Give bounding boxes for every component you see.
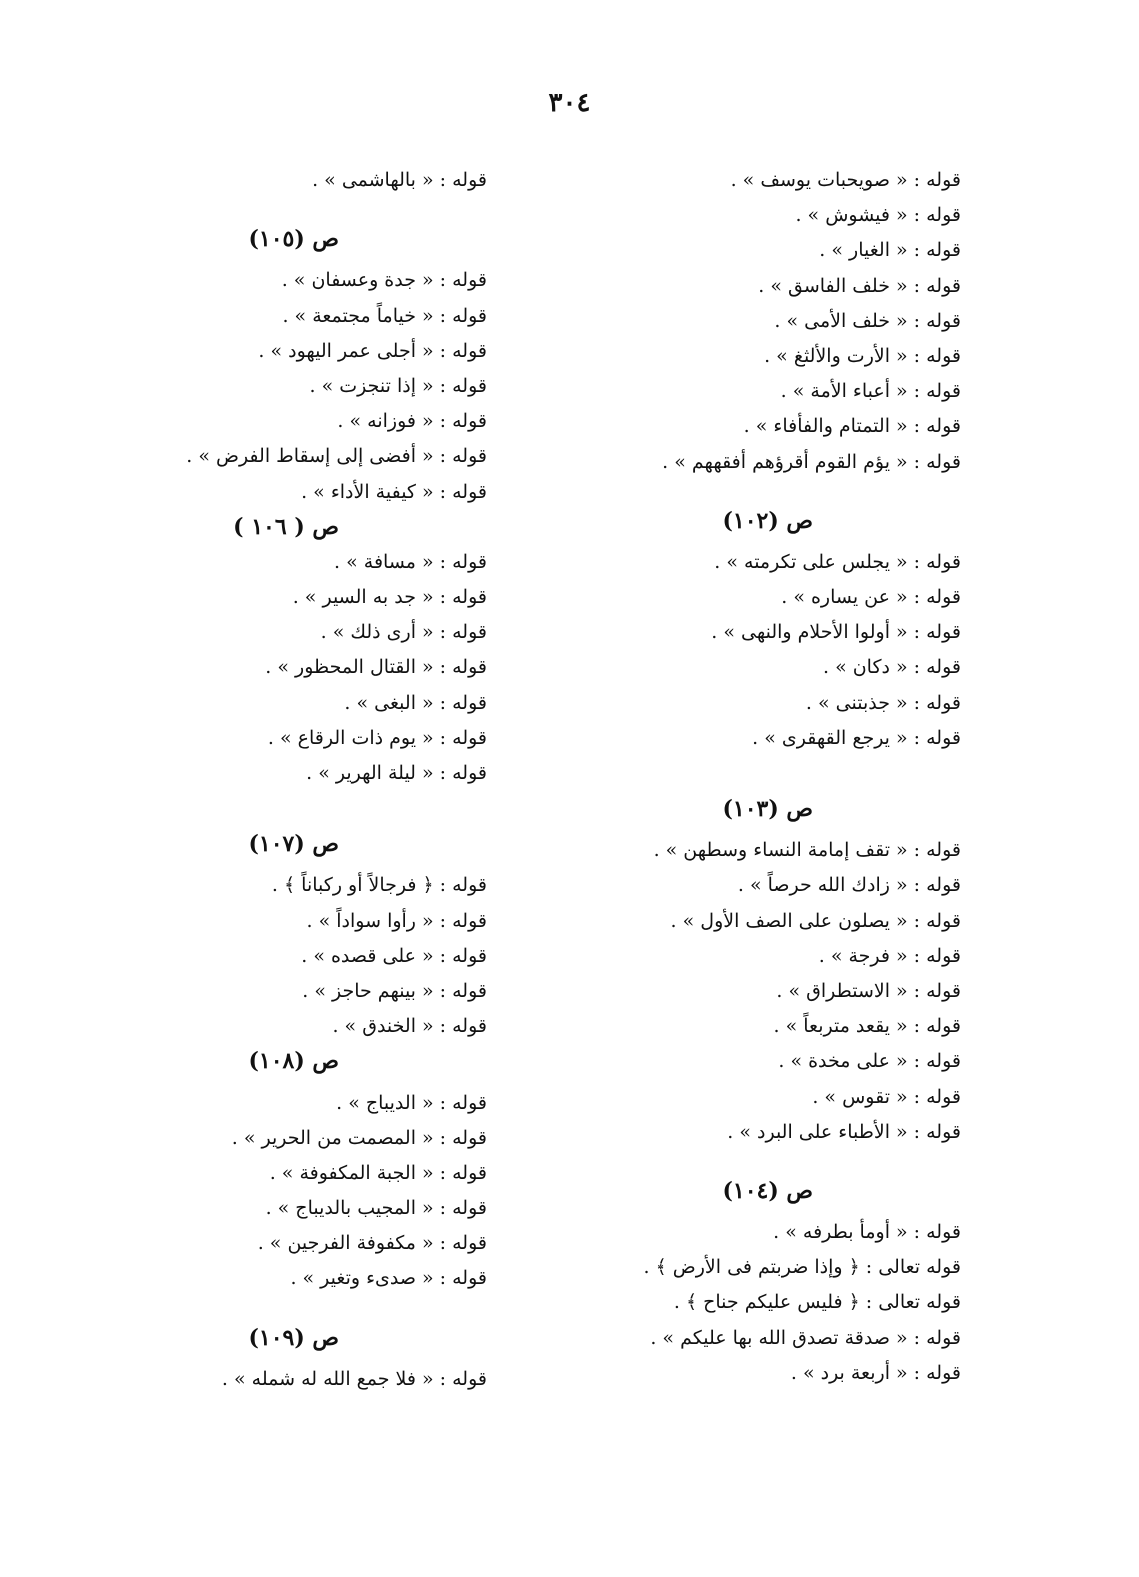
entry-line: قوله : « يجلس على تكرمته » .: [714, 550, 961, 573]
entry-line: قوله : « خلف الأمى » .: [774, 309, 961, 332]
section-heading: ص (١٠٢): [722, 507, 813, 534]
entry-line: قوله : « يرجع القهقرى » .: [752, 726, 961, 749]
entry-line: قوله : « فرجة » .: [818, 944, 961, 967]
entry-line: قوله : « عن يساره » .: [781, 586, 961, 609]
entry-line: قوله : « الغيار » .: [819, 239, 961, 262]
entry-line: قوله : « الأطباء على البرد » .: [727, 1120, 961, 1143]
entry-line: قوله : « خلف الفاسق » .: [758, 274, 961, 297]
section-heading: ص (١٠٩): [248, 1324, 339, 1351]
entry-line: قوله : « يوم ذات الرقاع » .: [267, 726, 487, 749]
entry-line: قوله : « المجيب بالديباج » .: [265, 1197, 487, 1220]
entry-line: قوله : « أفضى إلى إسقاط الفرض » .: [186, 445, 487, 468]
entry-list: [47, 1086, 487, 1297]
entry-line: قوله : « إذا تنجزت » .: [309, 374, 487, 397]
entry-line: قوله : « يؤم القوم أقرؤهم أفقههم » .: [662, 450, 961, 473]
entry-line: قوله : « فلا جمع الله له شمله » .: [221, 1367, 487, 1390]
entry-list: [531, 545, 961, 756]
entry-line: قوله : « بينهم حاجز » .: [302, 979, 487, 1002]
entry-line: قوله : « تقوس » .: [812, 1085, 961, 1108]
entry-line: قوله : « أولوا الأحلام والنهى » .: [711, 621, 961, 644]
entry-line: قوله : « مكفوفة الفرجين » .: [257, 1232, 487, 1255]
entry-line: قوله : « التمتام والفأفاء » .: [743, 415, 961, 438]
right-column: [531, 163, 961, 1391]
entry-list: [531, 1215, 961, 1391]
entry-line: قوله : « الأرت والألثغ » .: [764, 344, 961, 367]
page-number: ٣٠٤: [548, 88, 591, 118]
entry-line: قوله : « القتال المحظور » .: [265, 656, 487, 679]
entry-line: قوله : « الديباج » .: [336, 1091, 487, 1114]
entry-line: قوله : « صويحبات يوسف » .: [730, 169, 961, 191]
entry-line: قوله : « ليلة الهرير » .: [306, 762, 487, 784]
entry-list: [47, 868, 487, 1044]
entry-line: قوله : « تقف إمامة النساء وسطهن » .: [653, 839, 961, 862]
entry-line: قوله : « فيشوش » .: [795, 204, 961, 227]
entry-list: [47, 263, 487, 509]
section-heading: ص (١٠٨): [248, 1048, 339, 1075]
entry-line: قوله : « فوزانه » .: [337, 410, 487, 433]
entry-line: قوله : « أومأ بطرفه » .: [773, 1221, 961, 1244]
section-heading: ص (١٠٤): [722, 1177, 813, 1204]
entry-line: قوله : « البغى » .: [344, 691, 487, 714]
entry-list: [47, 545, 487, 791]
entry-line: قوله تعالى : ﴿ فليس عليكم جناح ﴾ .: [673, 1291, 961, 1314]
entry-line: قوله : « على مخدة » .: [778, 1050, 961, 1073]
entry-list: [531, 833, 961, 1150]
entry-line: قوله : « صدقة تصدق الله بها عليكم » .: [650, 1326, 961, 1349]
section-heading: ص ( ١٠٦ ): [233, 513, 339, 540]
entry-line: قوله : « جد به السير » .: [292, 586, 487, 609]
entry-line: قوله : « أعباء الأمة » .: [780, 380, 961, 403]
entry-line: قوله : « كيفية الأداء » .: [301, 480, 487, 503]
entry-line: قوله : « خياماً مجتمعة » .: [282, 304, 487, 327]
entry-line: قوله : « مسافة » .: [334, 550, 487, 573]
entry-line: قوله تعالى : ﴿ وإذا ضربتم فى الأرض ﴾ .: [643, 1256, 961, 1279]
entry-line: قوله : « أربعة برد » .: [790, 1361, 961, 1384]
entry-line: قوله : « أجلى عمر اليهود » .: [258, 339, 487, 362]
entry-list: [47, 1362, 487, 1397]
entry-line: قوله : « بالهاشمى » .: [312, 169, 487, 191]
entry-line: قوله : « الخندق » .: [332, 1015, 487, 1038]
entry-line: قوله : « أرى ذلك » .: [320, 621, 487, 644]
entry-line: قوله : « رأوا سواداً » .: [306, 909, 487, 932]
entry-line: قوله : « المصمت من الحرير » .: [231, 1126, 487, 1149]
entry-line: قوله : « الجبة المكفوفة » .: [269, 1161, 487, 1184]
entry-line: قوله : « صدىء وتغير » .: [290, 1267, 487, 1290]
left-column: [47, 163, 487, 1397]
entry-line: قوله : ﴿ فرجالاً أو ركباناً ﴾ .: [271, 874, 487, 897]
section-heading: ص (١٠٣): [722, 796, 813, 822]
entry-line: قوله : « دكان » .: [822, 656, 961, 679]
entry-list: [531, 163, 961, 480]
entry-list: [47, 163, 487, 198]
entry-line: قوله : « جدة وعسفان » .: [281, 269, 487, 292]
entry-line: قوله : « زادك الله حرصاً » .: [737, 874, 961, 897]
entry-line: قوله : « جذبتنى » .: [805, 691, 961, 714]
section-heading: ص (١٠٥): [248, 226, 339, 253]
entry-line: قوله : « الاستطراق » .: [776, 979, 961, 1002]
section-heading: ص (١٠٧): [248, 831, 339, 858]
entry-line: قوله : « على قصده » .: [301, 944, 487, 967]
entry-line: قوله : « يصلون على الصف الأول » .: [670, 909, 961, 932]
entry-line: قوله : « يقعد متربعاً » .: [773, 1015, 961, 1038]
